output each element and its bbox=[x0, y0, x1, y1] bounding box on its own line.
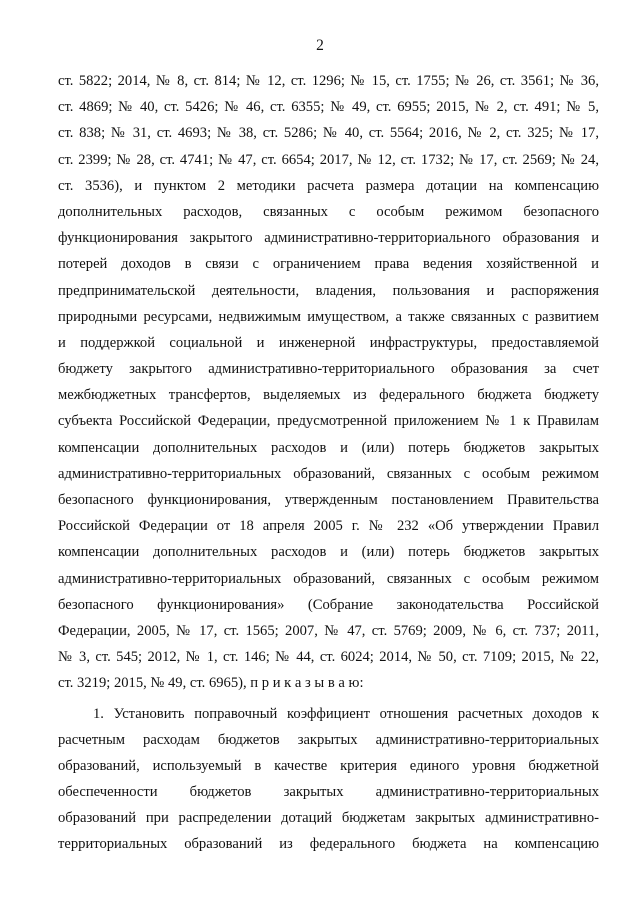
text-line: бюджету закрытого административно-территориального образования за счет bbox=[58, 361, 599, 378]
text-line: безопасного функционирования» (Собрание законодательства Российской bbox=[58, 596, 599, 613]
text-line: ст. 838; № 31, ст. 4693; № 38, ст. 5286; № 40, ст. 5564; 2016, № 2, ст. 325; № 17, bbox=[58, 125, 599, 142]
text-line: Российской Федерации от 18 апреля 2005 г. № 232 «Об утверждении Правил bbox=[58, 518, 599, 535]
text-line: межбюджетных трансфертов, выделяемых из федерального бюджета бюджету bbox=[58, 387, 599, 404]
text-line: 1. Установить поправочный коэффициент отношения расчетных доходов к bbox=[93, 705, 599, 722]
paragraph-item-1 bbox=[58, 701, 599, 858]
paragraph-preamble bbox=[58, 68, 599, 697]
text-line: № 3, ст. 545; 2012, № 1, ст. 146; № 44, ст. 6024; 2014, № 50, ст. 7109; 2015, № 22, bbox=[58, 649, 599, 666]
text-line: обеспеченности бюджетов закрытых административно-территориальных bbox=[58, 784, 599, 801]
text-line: дополнительных расходов, связанных с особым режимом безопасного bbox=[58, 203, 599, 220]
text-line: административно-территориальных образований, связанных с особым режимом bbox=[58, 570, 599, 587]
text-line: ст. 3536), и пунктом 2 методики расчета размера дотации на компенсацию bbox=[58, 177, 599, 194]
document-body bbox=[58, 68, 599, 858]
text-line: образований, используемый в качестве критерия единого уровня бюджетной bbox=[58, 757, 599, 774]
text-line: компенсации дополнительных расходов и (или) потерь бюджетов закрытых bbox=[58, 439, 599, 456]
text-line: природными ресурсами, недвижимым имуществом, а также связанных с развитием bbox=[58, 308, 599, 325]
text-line: и поддержкой социальной и инженерной инфраструктуры, предоставляемой bbox=[58, 334, 599, 351]
text-line: территориальных образований из федерального бюджета на компенсацию bbox=[58, 836, 599, 853]
text-line: безопасного функционирования, утвержденным постановлением Правительства bbox=[58, 492, 599, 508]
text-line: субъекта Российской Федерации, предусмотренной приложением № 1 к Правилам bbox=[58, 413, 599, 430]
page-number: 2 bbox=[316, 37, 324, 54]
text-line: компенсации дополнительных расходов и (или) потерь бюджетов закрытых bbox=[58, 544, 599, 561]
text-line: ст. 5822; 2014, № 8, ст. 814; № 12, ст. 1296; № 15, ст. 1755; № 26, ст. 3561; № 36, bbox=[58, 73, 599, 89]
text-line: ст. 3219; 2015, № 49, ст. 6965), п р и к а з ы в а ю: bbox=[58, 675, 364, 692]
text-line: предпринимательской деятельности, владения, пользования и распоряжения bbox=[58, 282, 599, 299]
text-line: потерей доходов в связи с ограничением права ведения хозяйственной и bbox=[58, 256, 599, 273]
text-line: административно-территориальных образований, связанных с особым режимом bbox=[58, 465, 599, 482]
text-line: Федерации, 2005, № 17, ст. 1565; 2007, № 47, ст. 5769; 2009, № 6, ст. 737; 2011, bbox=[58, 622, 599, 639]
text-line: расчетным расходам бюджетов закрытых административно-территориальных bbox=[58, 731, 599, 748]
text-line: ст. 2399; № 28, ст. 4741; № 47, ст. 6654; 2017, № 12, ст. 1732; № 17, ст. 2569; № 24, bbox=[58, 151, 599, 168]
text-line: ст. 4869; № 40, ст. 5426; № 46, ст. 6355; № 49, ст. 6955; 2015, № 2, ст. 491; № 5, bbox=[58, 99, 599, 116]
text-line: функционирования закрытого административно-территориального образования и bbox=[58, 230, 599, 247]
text-line: образований при распределении дотаций бюджетам закрытых административно- bbox=[58, 810, 599, 827]
